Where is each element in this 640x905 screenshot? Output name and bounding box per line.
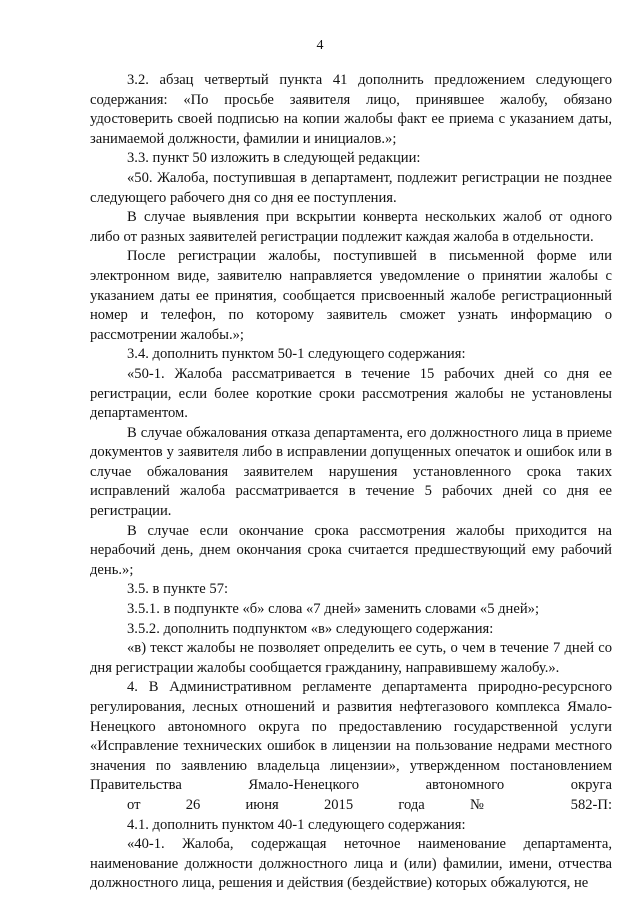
paragraph-3-3: 3.3. пункт 50 изложить в следующей редакции: (127, 150, 421, 167)
paragraph-50-notification: После регистрации жалобы, поступившей в письменной форме или электронном виде, заявителю направляется уведомление о принятии жалобы с указанием даты ее принятия, сообщается присвоенный жалобе регистрационный номер и телефон, по которому заявитель сможет узнать информацию о рассмотрении жалобы.»; (90, 248, 612, 343)
resolution-date-text: от 26 июня 2015 года № 582-П: (127, 796, 612, 813)
document-body (90, 71, 612, 894)
paragraph-subitem-v: «в) текст жалобы не позволяет определить ее суть, о чем в течение 7 дней со дня регистрации жалобы сообщается гражданину, направившему жалобу.». (90, 640, 612, 676)
page-number: 4 (316, 38, 324, 53)
paragraph-3-4: 3.4. дополнить пунктом 50-1 следующего содержания: (127, 346, 466, 363)
paragraph-50-1: «50-1. Жалоба рассматривается в течение 15 рабочих дней со дня ее регистрации, если более короткие сроки рассмотрения жалобы не установлены департаментом. (90, 365, 612, 422)
paragraph-3-5-2: 3.5.2. дополнить подпунктом «в» следующего содержания: (127, 620, 494, 637)
paragraph-50-1-nonworking-day: В случае если окончание срока рассмотрения жалобы приходится на нерабочий день, днем окончания срока считается предшествующий ему рабочий день.»; (90, 522, 612, 578)
paragraph-4: 4. В Административном регламенте департамента природно-ресурсного регулирования, лесных отношений и развития нефтегазового комплекса Ямало-Ненецкого автономного округа по предоставлению государственной услуги «Исправление технических ошибок в лицензии на пользование недрами местного значения по заявлению владельца лицензии», утвержденном постановлением Правительства Ямало-Ненецкого автономного округа (90, 679, 612, 794)
resolution-date-line (90, 796, 612, 816)
paragraph-40-1: «40-1. Жалоба, содержащая неточное наименование департамента, наименование должности должностного лица и (или) фамилии, имени, отчества должностного лица, решения и действия (бездействие) которых обжалуются, не (90, 836, 612, 892)
paragraph-4-1: 4.1. дополнить пунктом 40-1 следующего содержания: (127, 816, 466, 833)
paragraph-50: «50. Жалоба, поступившая в департамент, подлежит регистрации не позднее следующего рабочего дня со дня ее поступления. (90, 169, 612, 206)
paragraph-3-5-1: 3.5.1. в подпункте «б» слова «7 дней» заменить словами «5 дней»; (127, 601, 540, 618)
paragraph-50-envelope: В случае выявления при вскрытии конверта нескольких жалоб от одного либо от разных заявителей регистрации подлежит каждая жалоба в отдельности. (90, 209, 612, 245)
paragraph-50-1-refusal: В случае обжалования отказа департамента, его должностного лица в приеме документов у заявителя либо в исправлении допущенных опечаток и ошибок или в случае обжалования заявителем нарушения установленного срока таких исправлений жалоба рассматривается в течение 5 рабочих дней со дня ее регистрации. (90, 424, 612, 520)
paragraph-3-5: 3.5. в пункте 57: (127, 581, 229, 598)
paragraph-3-2: 3.2. абзац четвертый пункта 41 дополнить предложением следующего содержания: «По просьбе заявителя лицо, принявшее жалобу, обязано удостоверить своей подписью на копии жалобы факт ее приема с указанием даты, занимаемой должности, фамилии и инициалов.»; (90, 72, 612, 147)
